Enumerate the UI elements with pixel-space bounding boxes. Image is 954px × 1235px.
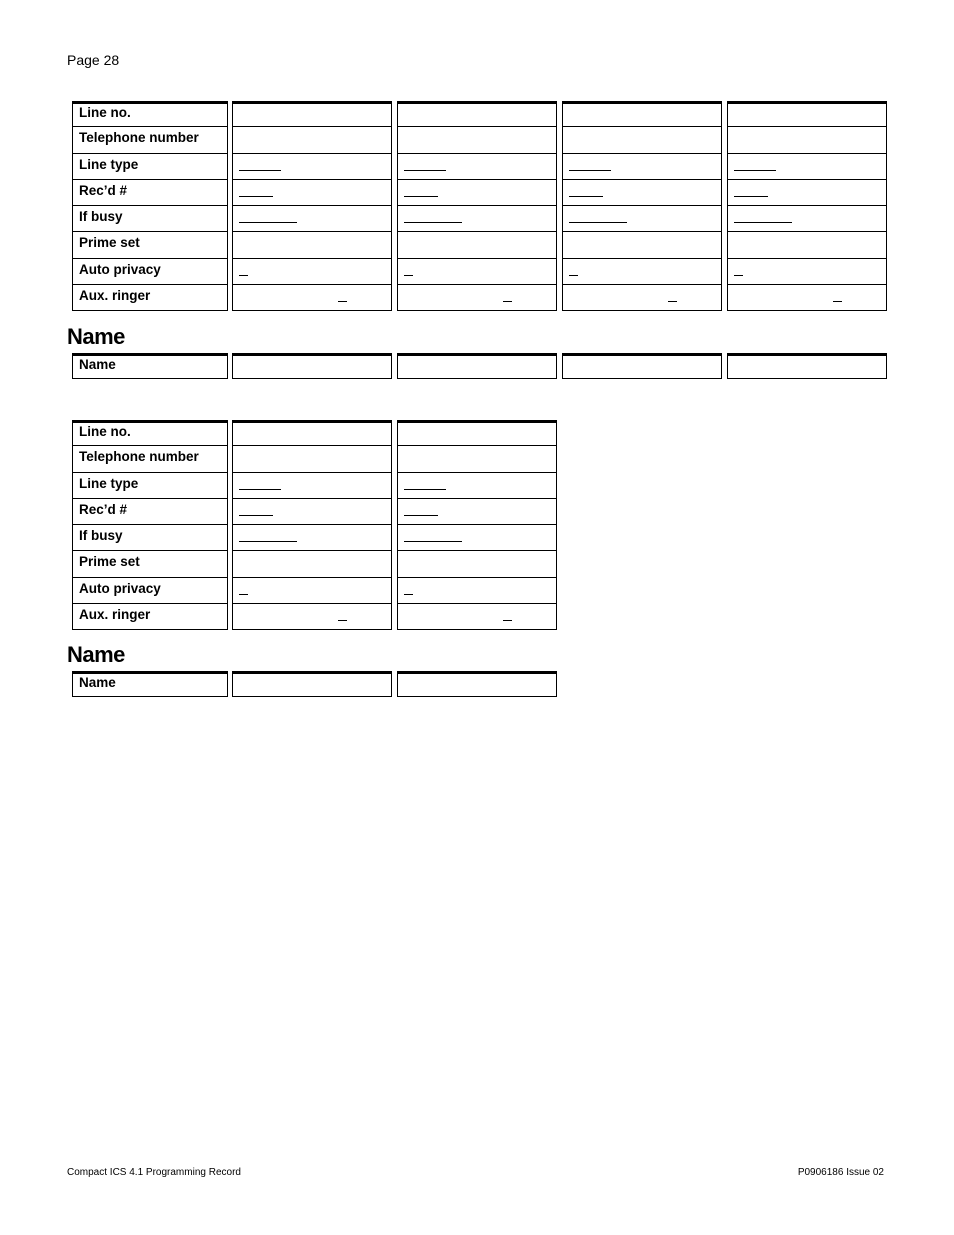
entry-cell[interactable] xyxy=(727,259,887,285)
fill-in-line xyxy=(404,170,446,171)
fill-in-line xyxy=(734,275,743,276)
row-label: If busy xyxy=(72,525,228,551)
entry-cell[interactable] xyxy=(397,578,557,604)
entry-cell[interactable] xyxy=(562,353,722,379)
entry-cell[interactable] xyxy=(397,671,557,697)
entry-cell[interactable] xyxy=(397,525,557,551)
row-label: Auto privacy xyxy=(72,578,228,604)
fill-in-line xyxy=(404,222,462,223)
fill-in-line xyxy=(404,196,438,197)
entry-cell[interactable] xyxy=(397,420,557,446)
fill-in-line xyxy=(239,196,273,197)
section-heading: Name xyxy=(67,642,125,667)
footer-document-title: Compact ICS 4.1 Programming Record xyxy=(67,1167,241,1178)
entry-cell[interactable] xyxy=(562,232,722,258)
row-label: Line no. xyxy=(72,101,228,127)
entry-cell[interactable] xyxy=(727,180,887,206)
entry-cell[interactable] xyxy=(232,259,392,285)
entry-cell[interactable] xyxy=(562,285,722,311)
fill-in-line xyxy=(668,301,677,302)
row-label: Line type xyxy=(72,154,228,180)
entry-cell[interactable] xyxy=(232,525,392,551)
row-label: Aux. ringer xyxy=(72,604,228,630)
fill-in-line xyxy=(404,594,413,595)
entry-cell[interactable] xyxy=(232,101,392,127)
entry-cell[interactable] xyxy=(727,101,887,127)
row-label: Aux. ringer xyxy=(72,285,228,311)
page-number: Page 28 xyxy=(67,52,120,68)
entry-cell[interactable] xyxy=(562,101,722,127)
entry-cell[interactable] xyxy=(232,206,392,232)
row-label: Rec’d # xyxy=(72,499,228,525)
entry-cell[interactable] xyxy=(232,446,392,472)
row-label: Prime set xyxy=(72,232,228,258)
fill-in-line xyxy=(569,275,578,276)
entry-cell[interactable] xyxy=(397,499,557,525)
fill-in-line xyxy=(569,196,603,197)
fill-in-line xyxy=(734,170,776,171)
entry-cell[interactable] xyxy=(397,604,557,630)
entry-cell[interactable] xyxy=(232,578,392,604)
row-label: Line type xyxy=(72,473,228,499)
entry-cell[interactable] xyxy=(232,551,392,577)
fill-in-line xyxy=(503,301,512,302)
fill-in-line xyxy=(239,594,248,595)
entry-cell[interactable] xyxy=(232,420,392,446)
fill-in-line xyxy=(404,541,462,542)
fill-in-line xyxy=(404,515,438,516)
entry-cell[interactable] xyxy=(727,285,887,311)
entry-cell[interactable] xyxy=(397,551,557,577)
entry-cell[interactable] xyxy=(397,232,557,258)
fill-in-line xyxy=(239,222,297,223)
entry-cell[interactable] xyxy=(562,259,722,285)
entry-cell[interactable] xyxy=(232,604,392,630)
row-label: If busy xyxy=(72,206,228,232)
row-label: Line no. xyxy=(72,420,228,446)
entry-cell[interactable] xyxy=(232,232,392,258)
fill-in-line xyxy=(569,222,627,223)
entry-cell[interactable] xyxy=(397,127,557,153)
row-label: Auto privacy xyxy=(72,259,228,285)
entry-cell[interactable] xyxy=(232,285,392,311)
entry-cell[interactable] xyxy=(727,353,887,379)
entry-cell[interactable] xyxy=(727,206,887,232)
section-heading: Name xyxy=(67,324,125,349)
row-label: Name xyxy=(72,671,228,697)
entry-cell[interactable] xyxy=(397,285,557,311)
entry-cell[interactable] xyxy=(397,353,557,379)
entry-cell[interactable] xyxy=(397,154,557,180)
entry-cell[interactable] xyxy=(397,180,557,206)
entry-cell[interactable] xyxy=(727,127,887,153)
fill-in-line xyxy=(503,620,512,621)
entry-cell[interactable] xyxy=(232,353,392,379)
fill-in-line xyxy=(404,275,413,276)
fill-in-line xyxy=(338,620,347,621)
fill-in-line xyxy=(734,196,768,197)
entry-cell[interactable] xyxy=(232,127,392,153)
entry-cell[interactable] xyxy=(562,180,722,206)
entry-cell[interactable] xyxy=(562,127,722,153)
entry-cell[interactable] xyxy=(397,446,557,472)
entry-cell[interactable] xyxy=(232,671,392,697)
entry-cell[interactable] xyxy=(397,473,557,499)
row-label: Telephone number xyxy=(72,127,228,153)
entry-cell[interactable] xyxy=(232,180,392,206)
fill-in-line xyxy=(569,170,611,171)
row-label: Name xyxy=(72,353,228,379)
footer-document-number: P0906186 Issue 02 xyxy=(797,1167,884,1178)
entry-cell[interactable] xyxy=(232,473,392,499)
entry-cell[interactable] xyxy=(397,101,557,127)
row-label: Prime set xyxy=(72,551,228,577)
entry-cell[interactable] xyxy=(397,206,557,232)
entry-cell[interactable] xyxy=(562,154,722,180)
fill-in-line xyxy=(404,489,446,490)
fill-in-line xyxy=(239,541,297,542)
entry-cell[interactable] xyxy=(397,259,557,285)
entry-cell[interactable] xyxy=(232,499,392,525)
entry-cell[interactable] xyxy=(727,154,887,180)
entry-cell[interactable] xyxy=(232,154,392,180)
fill-in-line xyxy=(338,301,347,302)
fill-in-line xyxy=(239,170,281,171)
fill-in-line xyxy=(239,275,248,276)
entry-cell[interactable] xyxy=(562,206,722,232)
entry-cell[interactable] xyxy=(727,232,887,258)
fill-in-line xyxy=(833,301,842,302)
row-label: Telephone number xyxy=(72,446,228,472)
row-label: Rec’d # xyxy=(72,180,228,206)
fill-in-line xyxy=(734,222,792,223)
fill-in-line xyxy=(239,515,273,516)
fill-in-line xyxy=(239,489,281,490)
